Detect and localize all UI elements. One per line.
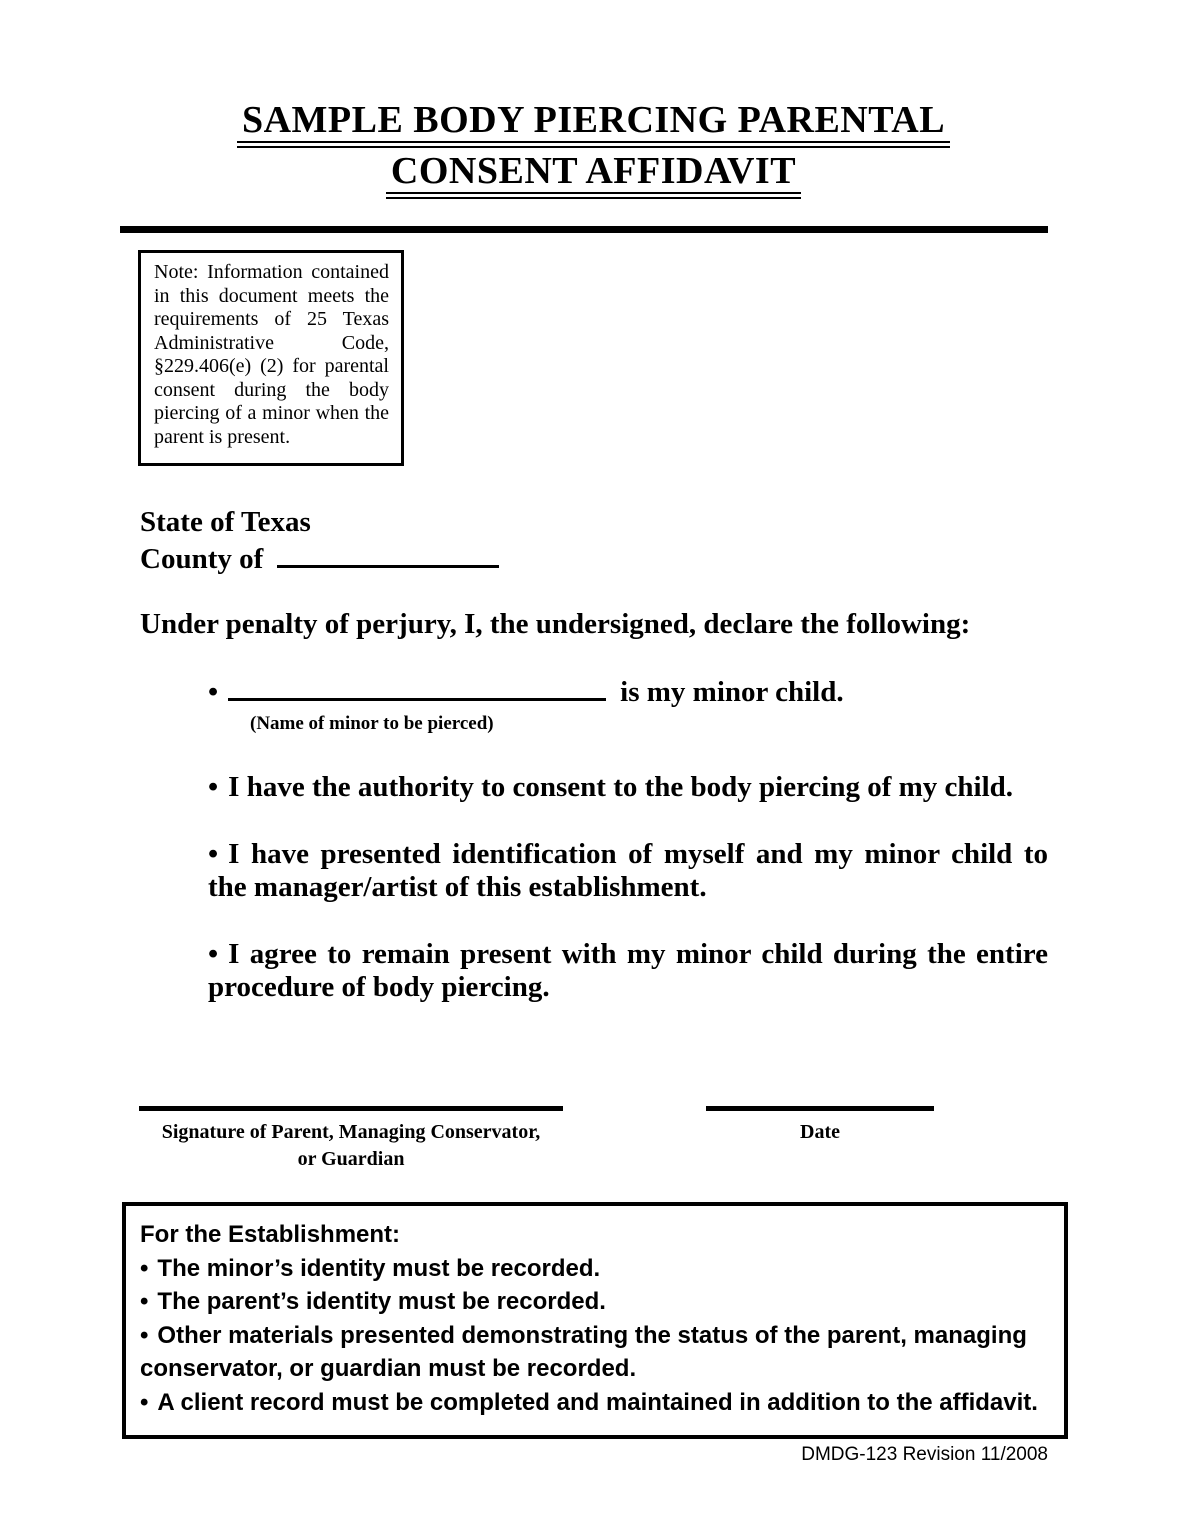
signature-line (139, 1106, 563, 1111)
bullet-icon: • (140, 1254, 149, 1282)
declaration-item-text: I have the authority to consent to the body piercing of my child. (228, 771, 1014, 803)
establishment-item-text: Other materials presented demonstrating the status of the parent, managing conservator, or guardian must be recorded. (140, 1321, 1027, 1382)
state-label: State of Texas (140, 506, 311, 538)
establishment-box (122, 1202, 1068, 1439)
declaration-item-text: I agree to remain present with my minor child during the entire procedure of body piercing. (208, 938, 1048, 1003)
signature-column (139, 1106, 563, 1173)
minor-statement-text: is my minor child. (620, 676, 844, 708)
signature-caption (139, 1119, 563, 1173)
date-caption: Date (800, 1121, 840, 1143)
signature-caption-line-1: Signature of Parent, Managing Conservator, (161, 1121, 541, 1143)
minor-name-caption: (Name of minor to be pierced) (250, 713, 494, 734)
title-divider-rule (120, 226, 1048, 233)
footer-form-number: DMDG-123 Revision 11/2008 (801, 1444, 1048, 1465)
county-label: County of (140, 543, 264, 575)
signature-section (139, 1106, 1187, 1173)
declaration-item-text: I have presented identification of myself and my minor child to the manager/artist of this establishment. (208, 838, 1048, 903)
establishment-item (140, 1386, 1048, 1420)
signature-caption-line-2: or Guardian (297, 1148, 405, 1170)
establishment-item-text: The parent’s identity must be recorded. (157, 1288, 606, 1315)
minor-name-blank-line (228, 681, 606, 701)
declaration-list (208, 676, 1048, 1004)
jurisdiction-block (140, 504, 1187, 577)
declaration-intro: Under penalty of perjury, I, the undersigned, declare the following: (140, 608, 971, 640)
date-line (706, 1106, 934, 1111)
establishment-item (140, 1319, 1048, 1386)
bullet-icon: • (208, 676, 219, 708)
note-text: Note: Information contained in this document meets the requirements of 25 Texas Administrative Code, §229.406(e) (2) for parental consent during the body piercing of a minor when the parent is present. (154, 261, 389, 448)
declaration-item (208, 938, 1048, 1004)
bullet-icon: • (208, 938, 219, 970)
establishment-item (140, 1252, 1048, 1286)
title-line-1: SAMPLE BODY PIERCING PARENTAL (237, 100, 950, 148)
title-line-2: CONSENT AFFIDAVIT (386, 151, 801, 199)
county-row (140, 541, 1187, 577)
note-box (138, 250, 404, 466)
establishment-item-text: The minor’s identity must be recorded. (157, 1254, 601, 1282)
county-blank-line (277, 548, 499, 568)
bullet-icon: • (140, 1288, 149, 1315)
bullet-icon: • (140, 1321, 149, 1349)
document-title (0, 0, 1187, 202)
bullet-icon: • (208, 838, 219, 870)
bullet-icon: • (208, 771, 219, 803)
establishment-heading: For the Establishment: (140, 1221, 401, 1248)
declaration-item (208, 771, 1048, 804)
declaration-item (208, 838, 1048, 904)
minor-name-row (208, 676, 1048, 709)
date-column (706, 1106, 934, 1173)
establishment-item-text: A client record must be completed and maintained in addition to the affidavit. (157, 1388, 1038, 1416)
bullet-icon: • (140, 1388, 149, 1416)
establishment-item (140, 1285, 1048, 1319)
